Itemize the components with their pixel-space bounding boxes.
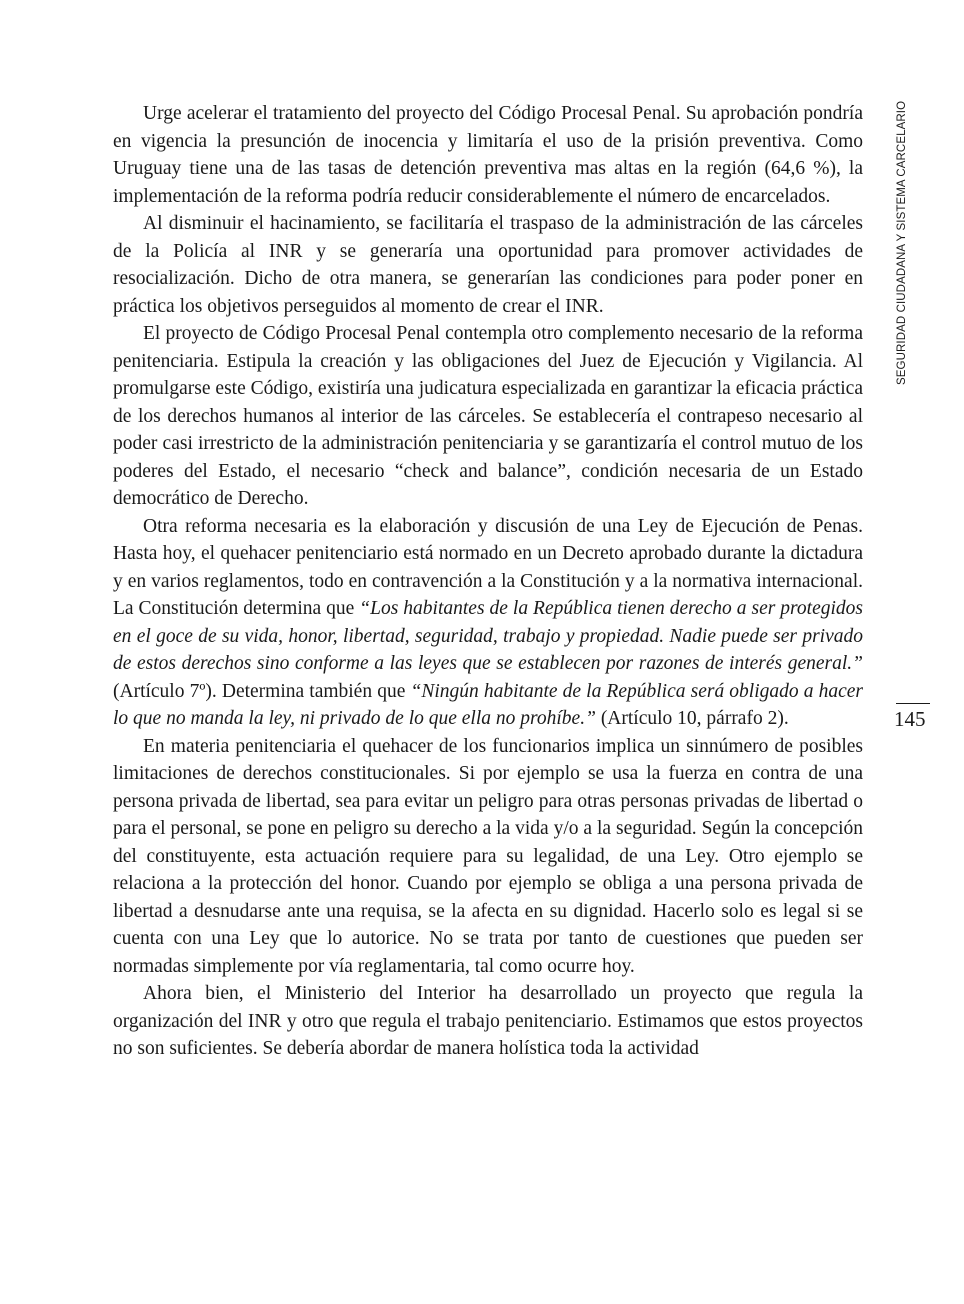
paragraph-4-text-a: Otra reforma necesaria es la elaboración y discusión de una Ley de Ejecución de Penas. Hasta hoy, el quehacer penitenciario está normado en un Decreto aprobado durante la dictadura y en varios reglamentos, todo en contravención a la Constitución y a la normativa internacional. La Constitución determina que	[113, 515, 863, 619]
running-head: SEGURIDAD CIUDADANA Y SISTEMA CARCELARIO	[896, 100, 908, 385]
paragraph-1: Urge acelerar el tratamiento del proyecto del Código Procesal Penal. Su aprobación pondría en vigencia la presunción de inocencia y limitaría el uso de la prisión preventiva. Como Uruguay tiene una de las tasas de detención preventiva mas altas en la región (64,6 %), la implementación de la reforma podría reducir considerablemente el número de encarcelados.	[113, 103, 863, 207]
page-number-rule	[896, 703, 930, 704]
paragraph-4	[113, 513, 863, 733]
paragraph-6: Ahora bien, el Ministerio del Interior ha desarrollado un proyecto que regula la organización del INR y otro que regula el trabajo penitenciario. Estimamos que estos proyectos no son suficientes. Se debería abordar de manera holística toda la actividad	[113, 983, 863, 1059]
paragraph-5: En materia penitenciaria el quehacer de los funcionarios implica un sinnúmero de posibles limitaciones de derechos constitucionales. Si por ejemplo se usa la fuerza en contra de una persona privada de libertad, sea para evitar un peligro para otras personas privadas de libertad o para el personal, se pone en peligro su derecho a la vida y/o a la seguridad. Según la concepción del constituyente, esta actuación requiere para su legalidad, de una Ley. Otro ejemplo se relaciona a la protección del honor. Cuando por ejemplo se obliga a una persona privada de libertad a desnudarse ante una requisa, se la afecta en su dignidad. Hacerlo solo es legal si se cuenta con una Ley que lo autorice. No se trata por tanto de cuestiones que pueden ser normadas simplemente por vía reglamentaria, tal como ocurre hoy.	[113, 735, 863, 977]
paragraph-4-text-e: (Artículo 10, párrafo 2).	[595, 708, 789, 729]
constitution-quote-article-10: “Ningún habitante de la República será obligado a hacer lo que no manda la ley, ni privado de lo que ella no prohíbe.”	[113, 680, 864, 729]
paragraph-4-text-c: (Artículo 7º). Determina también que	[113, 680, 411, 702]
paragraph-3: El proyecto de Código Procesal Penal contempla otro complemento necesario de la reforma penitenciaria. Estipula la creación y las obligaciones del Juez de Ejecución y Vigilancia. Al promulgarse este Código, existiría una judicatura especializada en garantizar la eficacia práctica de los derechos humanos al interior de las cárceles. Se establecería el contrapeso necesario al poder casi irrestricto de la administración penitenciaria y se garantizaría el control mutuo de los poderes del Estado, el necesario “check and balance”, condición necesaria de un Estado democrático de Derecho.	[113, 323, 863, 509]
page-number: 145	[894, 707, 926, 731]
paragraph-2: Al disminuir el hacinamiento, se facilitaría el traspaso de la administración de las cárceles de la Policía al INR y se generaría una oportunidad para promover actividades de resocialización. Dicho de otra manera, se generarían las condiciones para poder poner en práctica los objetivos perseguidos al momento de crear el INR.	[113, 213, 863, 317]
constitution-quote-article-7: “Los habitantes de la República tienen derecho a ser protegidos en el goce de su vida, honor, libertad, seguridad, trabajo y propiedad. Nadie puede ser privado de estos derechos sino conforme a las leyes que se establecen por razones de interés general.”	[113, 598, 863, 674]
page-body	[113, 100, 863, 1063]
